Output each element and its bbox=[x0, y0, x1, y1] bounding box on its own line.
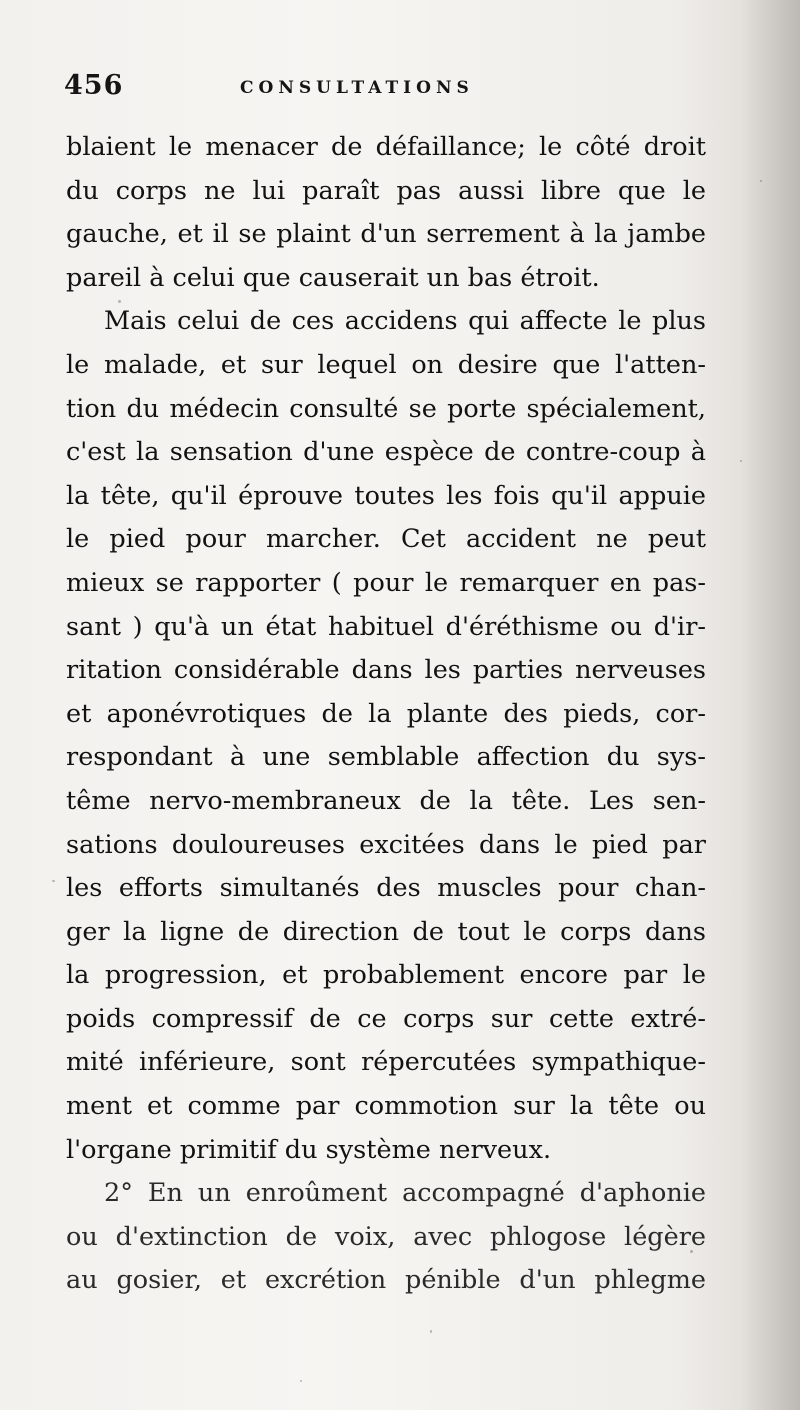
text-line: gauche, et il se plaint d'un serrement à la jambe bbox=[66, 219, 706, 250]
text-line: et aponévrotiques de la plante des pieds, cor- bbox=[66, 698, 706, 729]
text-line: tême nervo-membraneux de la tête. Les sen- bbox=[66, 785, 706, 816]
text-line: Mais celui de ces accidens qui affecte le plus bbox=[104, 306, 706, 337]
text-line: ou d'extinction de voix, avec phlogose légère bbox=[66, 1221, 706, 1252]
text-line: mieux se rapporter ( pour le remarquer en pas- bbox=[66, 567, 706, 598]
text-line: les efforts simultanés des muscles pour chan- bbox=[66, 873, 706, 904]
text-line: l'organe primitif du système nerveux. bbox=[66, 1134, 552, 1165]
paper-speck bbox=[52, 880, 55, 882]
text-line: ritation considérable dans les parties nerveuses bbox=[66, 655, 706, 686]
page-edge-shadow bbox=[740, 0, 800, 1410]
text-line: c'est la sensation d'une espèce de contre-coup à bbox=[66, 437, 706, 468]
text-line: la tête, qu'il éprouve toutes les fois qu'il appuie bbox=[66, 480, 706, 511]
text-line: poids compressif de ce corps sur cette extré- bbox=[66, 1003, 706, 1034]
text-line: sations douloureuses excitées dans le pied par bbox=[66, 829, 706, 860]
paper-speck bbox=[430, 1330, 432, 1333]
running-title: CONSULTATIONS bbox=[240, 78, 474, 98]
text-line: la progression, et probablement encore par le bbox=[66, 960, 706, 991]
paper-speck bbox=[300, 1380, 302, 1382]
page-header bbox=[64, 70, 704, 110]
text-line: du corps ne lui paraît pas aussi libre que le bbox=[66, 175, 706, 206]
text-line: respondant à une semblable affection du sys- bbox=[66, 742, 706, 773]
text-line: au gosier, et excrétion pénible d'un phlegme bbox=[66, 1265, 706, 1296]
text-line: ger la ligne de direction de tout le corps dans bbox=[66, 916, 706, 947]
body-text bbox=[66, 126, 706, 1303]
text-line: le pied pour marcher. Cet accident ne peut bbox=[66, 524, 706, 555]
text-line: 2° En un enroûment accompagné d'aphonie bbox=[104, 1178, 706, 1209]
text-line: pareil à celui que causerait un bas étroit. bbox=[66, 262, 600, 293]
text-line: sant ) qu'à un état habituel d'éréthisme ou d'ir- bbox=[66, 611, 706, 642]
text-line: ment et comme par commotion sur la tête ou bbox=[66, 1091, 706, 1122]
page-number: 456 bbox=[64, 70, 124, 101]
text-line: tion du médecin consulté se porte spécialement, bbox=[66, 393, 706, 424]
text-line: blaient le menacer de défaillance; le côté droit bbox=[66, 132, 706, 162]
text-line: mité inférieure, sont répercutées sympathique- bbox=[66, 1047, 706, 1078]
paper-speck bbox=[760, 180, 762, 182]
text-line: le malade, et sur lequel on desire que l'atten- bbox=[66, 349, 706, 380]
paper-speck bbox=[740, 460, 742, 462]
